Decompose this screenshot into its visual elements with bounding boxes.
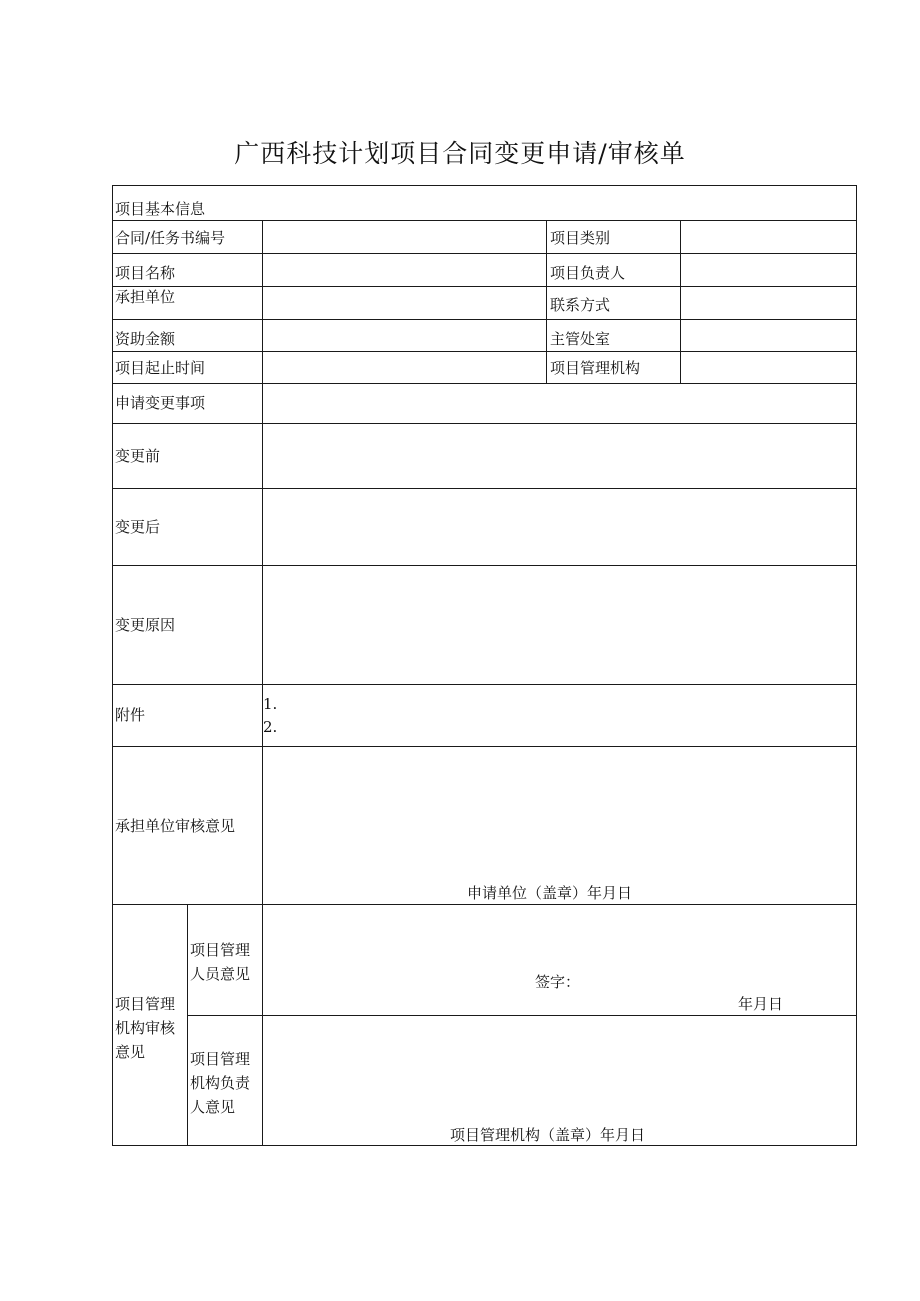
second-label-column-border: [546, 220, 547, 383]
supervising-office-label: 主管处室: [550, 330, 611, 348]
supervising-office-field[interactable]: [681, 320, 856, 351]
attachment-item-1[interactable]: 1.: [263, 695, 278, 713]
management-agency-label: 项目管理机构: [550, 359, 641, 377]
after-change-field[interactable]: [263, 489, 856, 565]
project-leader-field[interactable]: [681, 254, 856, 286]
change-reason-label: 变更原因: [115, 616, 176, 634]
project-name-field[interactable]: [263, 254, 546, 286]
project-name-label: 项目名称: [115, 264, 176, 282]
row-border: [112, 1145, 857, 1146]
start-end-time-field[interactable]: [263, 352, 546, 383]
section-header-basic-info: 项目基本信息: [115, 200, 206, 218]
table-left-border: [112, 185, 113, 1146]
contact-field[interactable]: [681, 287, 856, 319]
unit-opinion-label: 承担单位审核意见: [115, 817, 236, 835]
agency-subcolumn-border: [187, 904, 188, 1146]
project-category-label: 项目类别: [550, 229, 611, 247]
attachment-item-2[interactable]: 2.: [263, 718, 278, 736]
after-change-label: 变更后: [115, 518, 161, 536]
row-border: [112, 185, 857, 186]
page-title: 广西科技计划项目合同变更申请/审核单: [234, 139, 686, 168]
attachments-label: 附件: [115, 706, 146, 724]
change-items-label: 申请变更事项: [115, 394, 206, 412]
funding-amount-label: 资助金额: [115, 330, 176, 348]
staff-date: 年月日: [738, 995, 784, 1013]
table-right-border: [856, 185, 857, 1146]
agency-stamp-line: 项目管理机构（盖章）年月日: [450, 1126, 646, 1144]
start-end-time-label: 项目起止时间: [115, 359, 206, 377]
management-agency-field[interactable]: [681, 352, 856, 383]
head-opinion-field[interactable]: [263, 1016, 856, 1116]
before-change-field[interactable]: [263, 424, 856, 488]
change-items-field[interactable]: [263, 384, 856, 423]
funding-amount-field[interactable]: [263, 320, 546, 351]
contract-no-field[interactable]: [263, 221, 546, 253]
agency-review-label: 项目管理机构审核意见: [115, 995, 176, 1061]
before-change-label: 变更前: [115, 447, 161, 465]
contract-no-label: 合同/任务书编号: [115, 229, 226, 247]
staff-opinion-field[interactable]: [263, 905, 856, 965]
unit-stamp-line: 申请单位（盖章）年月日: [467, 884, 633, 902]
undertaking-unit-label: 承担单位: [115, 288, 176, 306]
contact-label: 联系方式: [550, 296, 611, 314]
staff-opinion-label: 项目管理人员意见: [190, 941, 251, 983]
undertaking-unit-field[interactable]: [263, 287, 546, 319]
change-reason-field[interactable]: [263, 566, 856, 684]
head-opinion-label: 项目管理机构负责人意见: [190, 1050, 251, 1116]
row-border: [112, 684, 857, 685]
project-leader-label: 项目负责人: [550, 264, 626, 282]
signature-label: 签字：: [535, 973, 581, 991]
project-category-field[interactable]: [681, 221, 856, 253]
unit-opinion-field[interactable]: [263, 747, 856, 872]
